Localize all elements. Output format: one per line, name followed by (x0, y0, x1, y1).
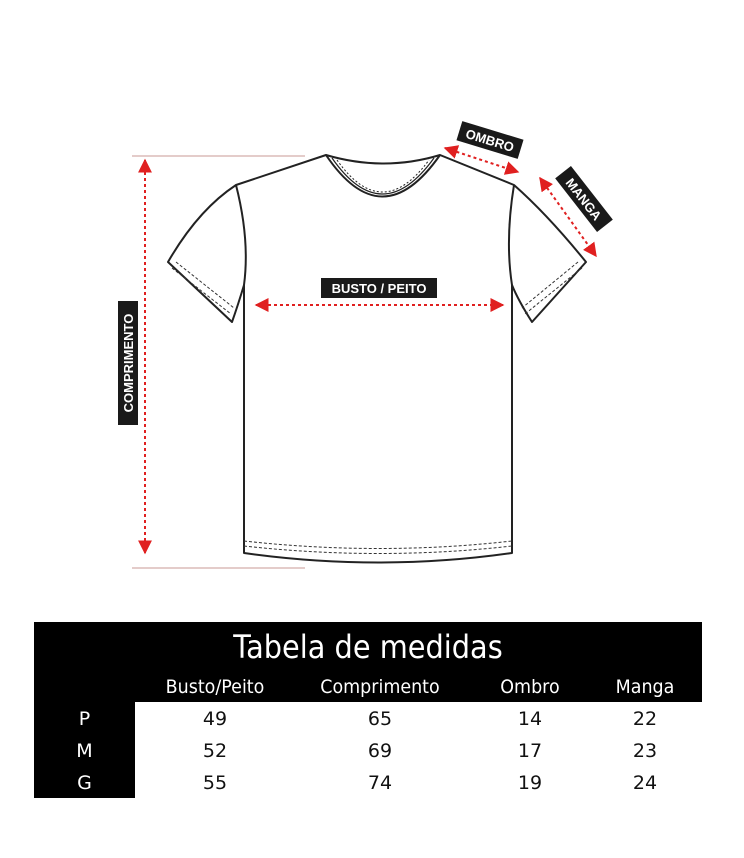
column-header-comprimento: Comprimento (320, 676, 440, 698)
size-label-g: G (77, 772, 92, 794)
busto-tag (321, 278, 437, 298)
table-cell: 19 (517, 772, 543, 794)
table-cell: 49 (202, 708, 228, 730)
size-table (34, 622, 702, 798)
size-label-column (34, 702, 135, 798)
table-cell: 23 (632, 740, 658, 762)
table-cell: 17 (517, 740, 543, 762)
table-header (34, 622, 702, 702)
comprimento-label: COMPRIMENTO (121, 313, 136, 413)
size-label-p: P (78, 708, 91, 730)
table-cell: 14 (517, 708, 543, 730)
manga-tag (555, 166, 613, 232)
manga-label: MANGA (562, 175, 605, 224)
busto-label: BUSTO / PEITO (331, 281, 427, 296)
column-header-ombro: Ombro (500, 676, 560, 698)
column-header-manga: Manga (615, 676, 675, 698)
table-cell: 65 (367, 708, 393, 730)
table-title: Tabela de medidas (233, 628, 503, 666)
comprimento-tag (118, 301, 138, 425)
table-cell: 69 (367, 740, 393, 762)
tshirt-outline (168, 155, 586, 563)
ombro-tag (456, 121, 523, 159)
table-cell: 22 (632, 708, 658, 730)
table-cell: 52 (202, 740, 228, 762)
ombro-label: OMBRO (463, 126, 516, 155)
table-cell: 55 (202, 772, 228, 794)
table-cell: 24 (632, 772, 658, 794)
table-cell: 74 (367, 772, 393, 794)
column-header-busto: Busto/Peito (165, 676, 265, 698)
size-label-m: M (76, 740, 93, 762)
